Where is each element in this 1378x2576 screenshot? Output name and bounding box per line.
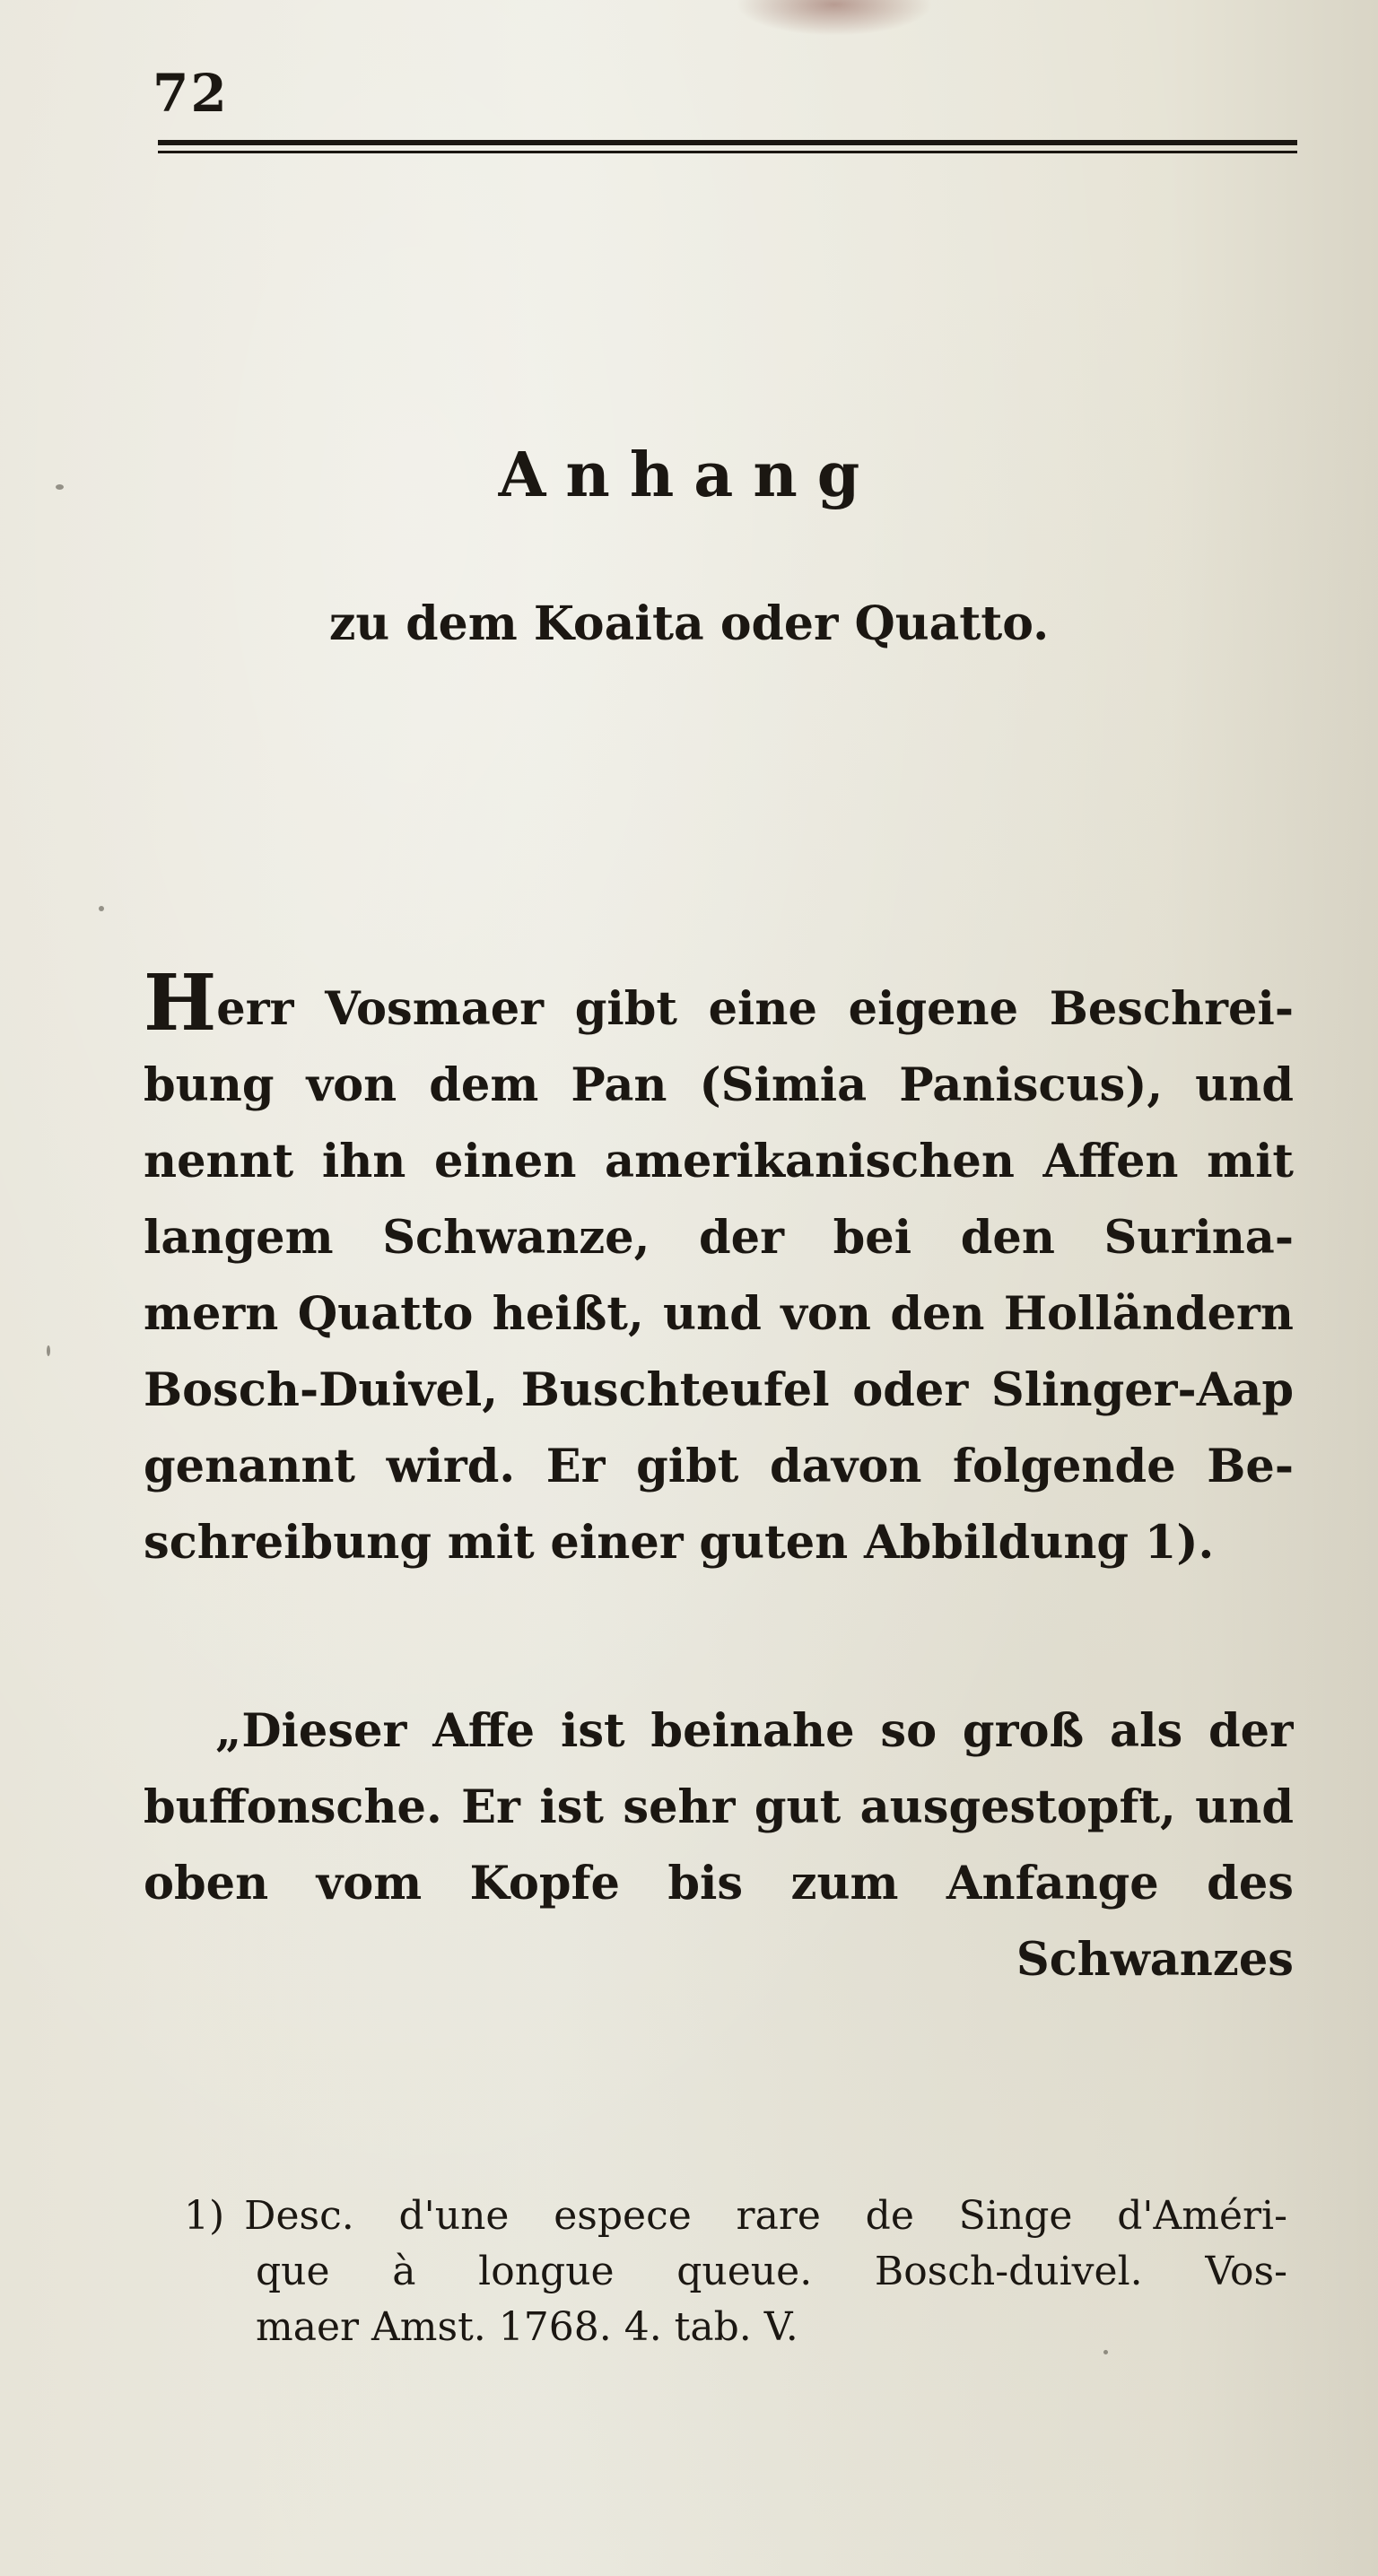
paper-speck [1103,2350,1108,2354]
drop-cap: H [144,971,217,1048]
paper-speck [56,484,64,490]
chapter-subtitle: zu dem Koaita oder Quatto. [328,596,1050,651]
paragraph-1-line: Bosch-Duivel, Buschteufel oder Slinger-Aap [144,1363,1294,1417]
paragraph-1-line: bung von dem Pan (Simia Paniscus), und [144,1058,1294,1112]
footnote-line: 1) Desc. d'une espece rare de Singe d'Améri- [184,2193,1287,2239]
paragraph-2-line: buffonsche. Er ist sehr gut ausgestopft, und [144,1780,1294,1834]
page-number: 72 [153,63,229,124]
catchword: Schwanzes [1016,1933,1294,1987]
footnote-mark: 1) [184,2193,225,2239]
paragraph-1-line: langem Schwanze, der bei den Surina- [144,1211,1294,1265]
header-rule-thin [158,151,1297,153]
paragraph-1-line: mern Quatto heißt, und von den Holländern [144,1287,1294,1341]
paragraph-1-line: Herr Vosmaer gibt eine eigene Beschrei- [144,971,1294,1048]
paragraph-2-line: oben vom Kopfe bis zum Anfange des [144,1857,1294,1910]
footnote-line: que à longue queue. Bosch-duivel. Vos- [256,2249,1287,2294]
paragraph-1-line: schreibung mit einer guten Abbildung 1). [144,1516,1215,1570]
page-top-shadow [736,0,933,36]
paragraph-2 [144,1693,1294,1998]
paragraph-2-line: „Dieser Affe ist beinahe so groß als der [215,1704,1294,1758]
chapter-title: Anhang [498,439,880,511]
paragraph-1-line: nennt ihn einen amerikanischen Affen mit [144,1135,1294,1188]
paragraph-1 [144,971,1294,1581]
paper-speck [47,1345,50,1356]
paper-speck [99,906,104,911]
paragraph-1-line: genannt wird. Er gibt davon folgende Be- [144,1440,1294,1493]
footnote-line: maer Amst. 1768. 4. tab. V. [256,2304,798,2350]
header-rule-thick [158,140,1297,145]
footnote [184,2189,1287,2355]
